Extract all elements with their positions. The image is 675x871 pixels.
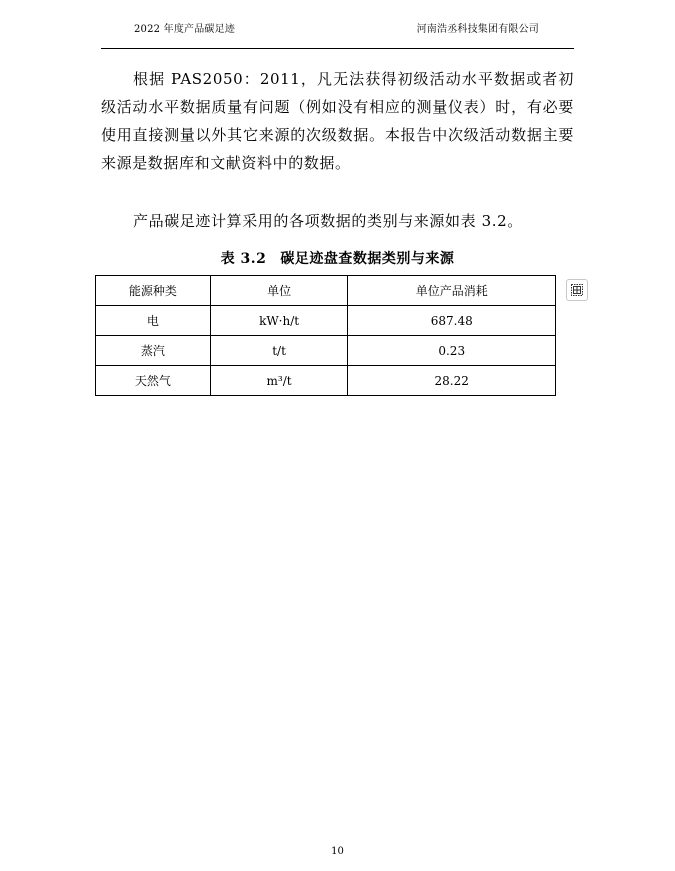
- header-divider: [101, 48, 574, 49]
- table-header-row: [96, 276, 556, 306]
- body-paragraph-2: 产品碳足迹计算采用的各项数据的类别与来源如表 3.2。: [133, 212, 523, 230]
- table-caption: [0, 248, 675, 268]
- body-paragraph-1: 根据 PAS2050：2011，凡无法获得初级活动水平数据或者初级活动水平数据质量有问题（例如没有相应的测量仪表）时，有必要使用直接测量以外其它来源的次级数据。本报告中次级活动数据主要来源是数据库和文献资料中的数据。: [101, 70, 574, 172]
- table-cell-energy-type: 电: [96, 306, 211, 336]
- table-cell-consumption: 687.48: [348, 306, 556, 336]
- table-cell-unit: kW·h/t: [210, 306, 348, 336]
- table-cell-consumption: 0.23: [348, 336, 556, 366]
- table-caption-title: 碳足迹盘查数据类别与来源: [280, 251, 455, 267]
- table-select-icon: [570, 283, 584, 297]
- data-source-table: [95, 275, 556, 396]
- table-caption-number: 表 3.2: [220, 251, 267, 267]
- table-cell-energy-type: 天然气: [96, 366, 211, 396]
- header-company-name: 河南浩丞科技集团有限公司: [416, 24, 539, 35]
- table-cell-unit: t/t: [210, 336, 348, 366]
- table-row: [96, 336, 556, 366]
- table-cell-consumption: 28.22: [348, 366, 556, 396]
- table-header-cell: 能源种类: [96, 276, 211, 306]
- table-header-cell: 单位产品消耗: [348, 276, 556, 306]
- table-cell-energy-type: 蒸汽: [96, 336, 211, 366]
- header-report-title: 2022 年度产品碳足迹: [134, 24, 236, 35]
- table-select-button[interactable]: [566, 279, 588, 301]
- table-row: [96, 366, 556, 396]
- table-cell-unit: m³/t: [210, 366, 348, 396]
- table-row: [96, 306, 556, 336]
- page-number: 10: [331, 846, 344, 857]
- table-header-cell: 单位: [210, 276, 348, 306]
